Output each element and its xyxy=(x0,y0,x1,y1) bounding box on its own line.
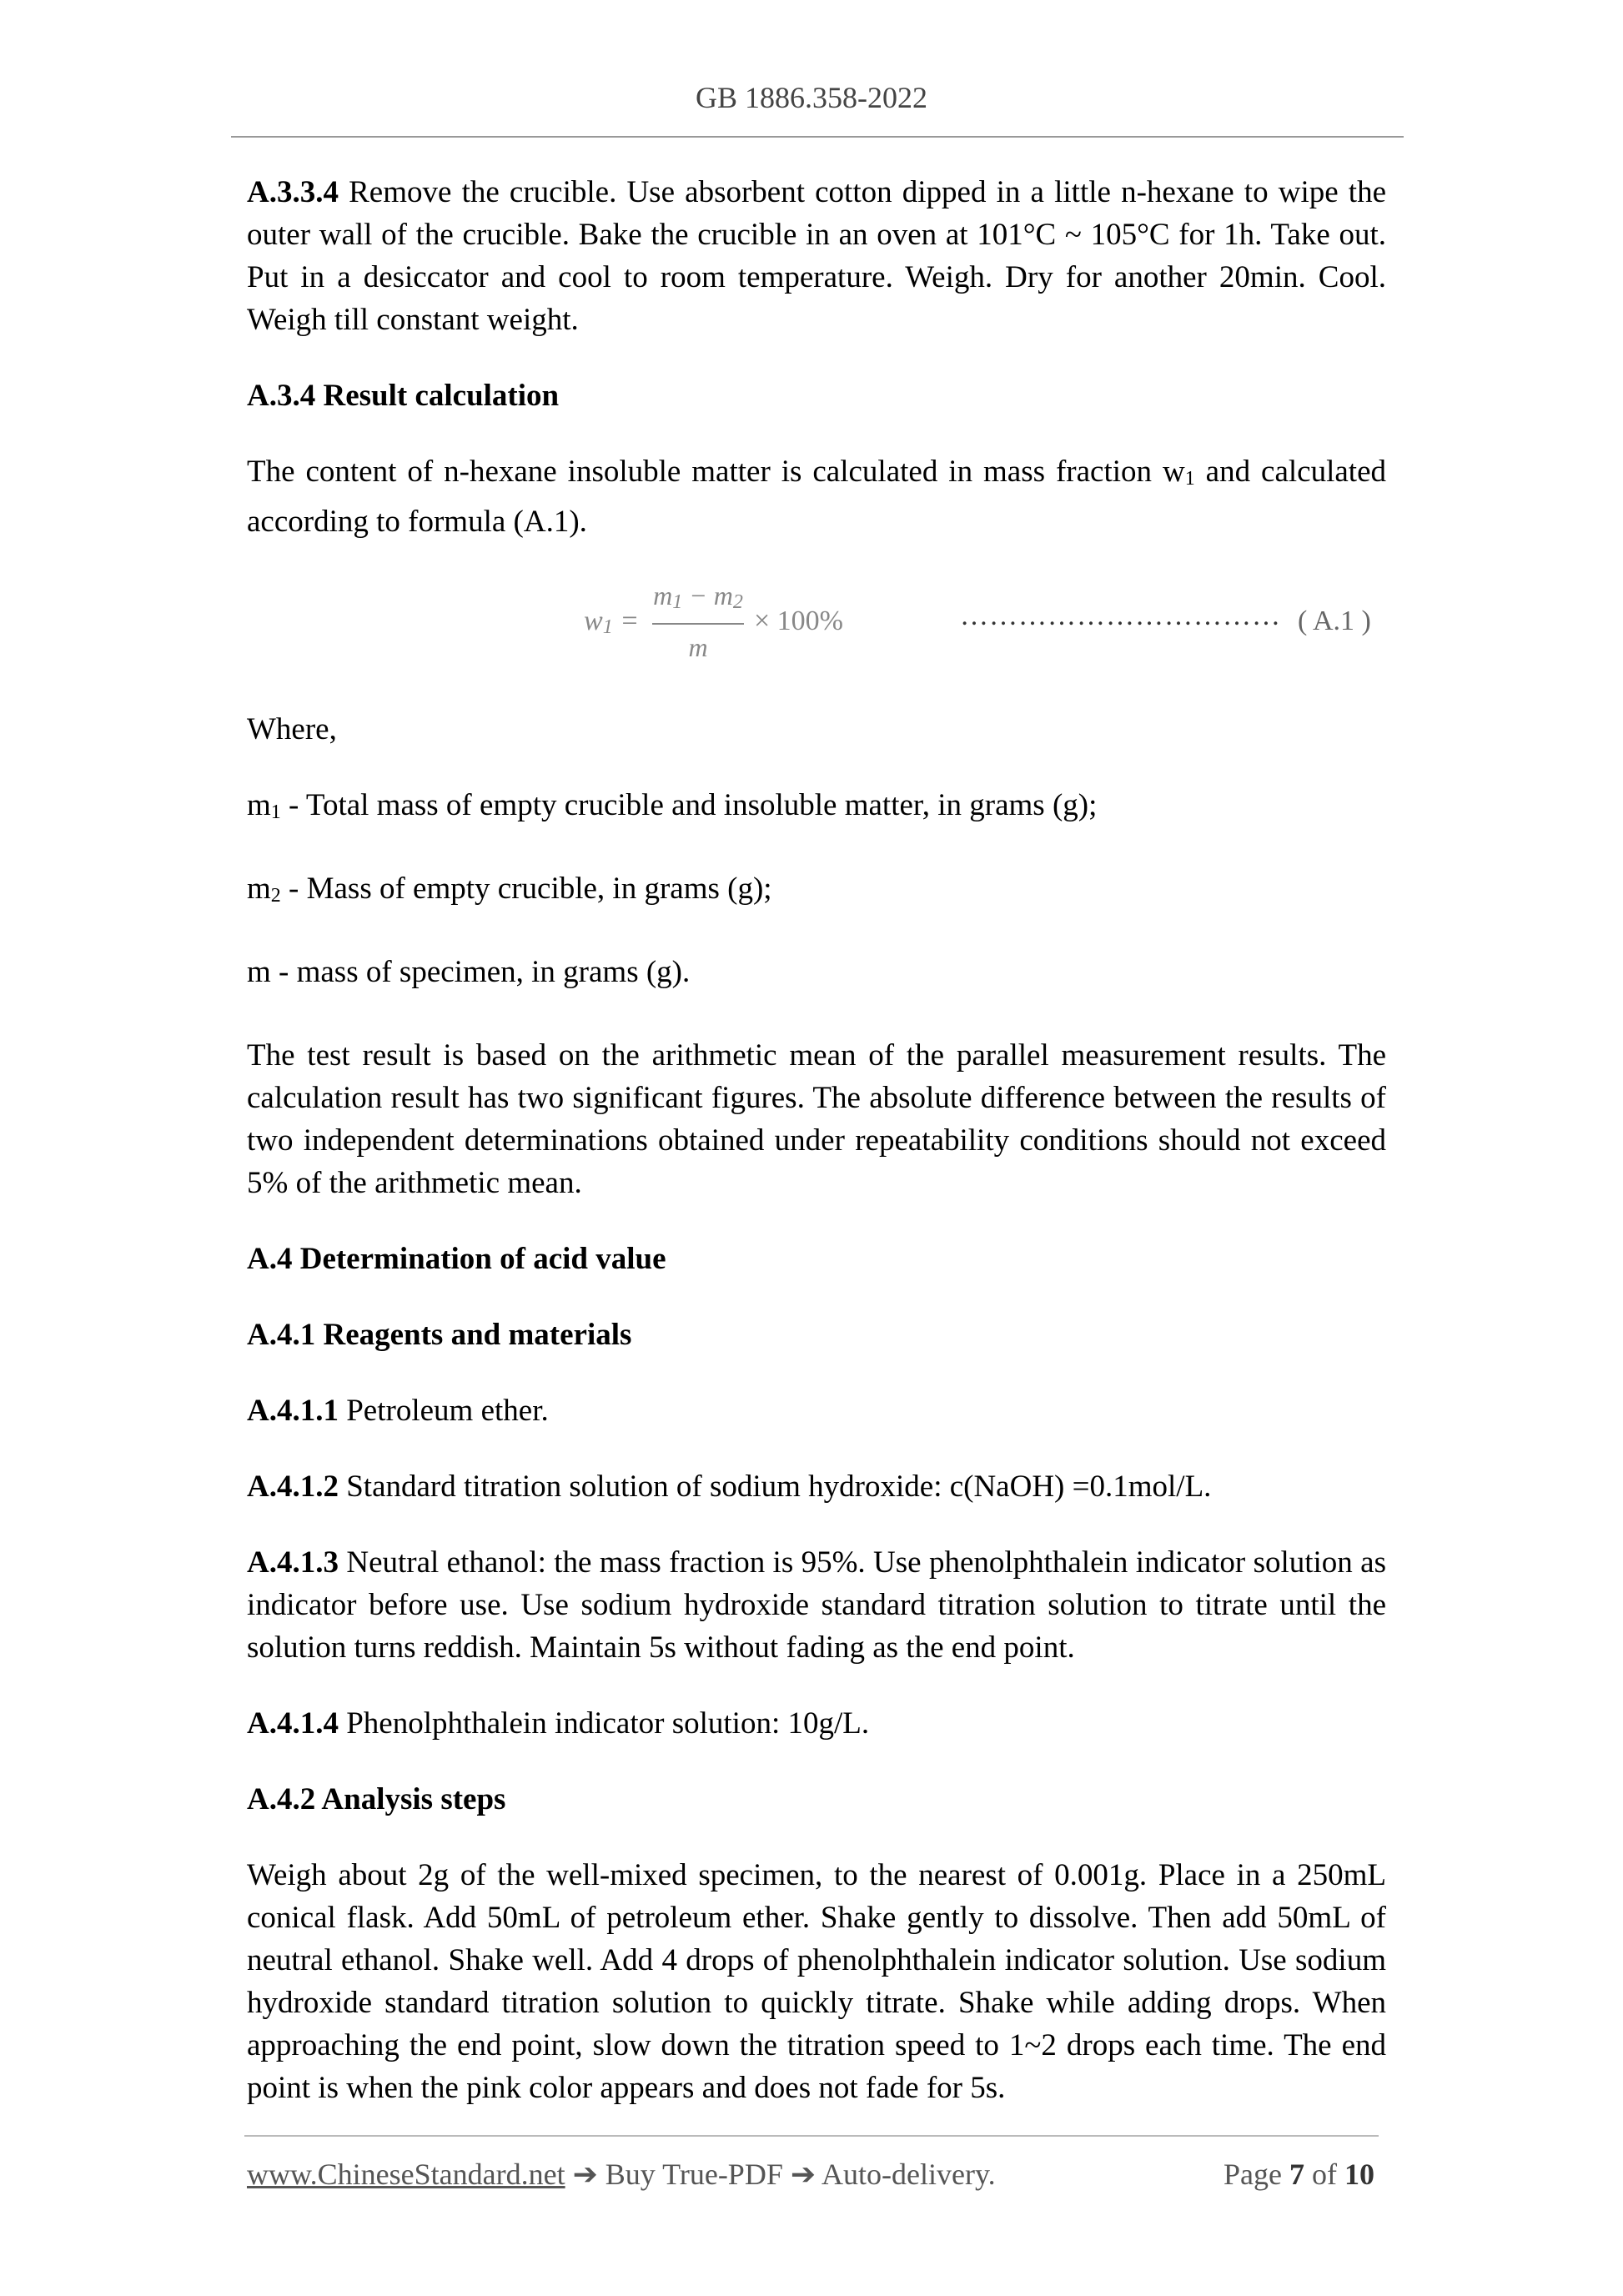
clause-a3-3-4 xyxy=(247,171,1386,341)
clause-a4-1-2: A.4.1.2 Standard titration solution of sodium hydroxide: c(NaOH) =0.1mol/L. xyxy=(247,1470,1212,1504)
variable-m: m - mass of specimen, in grams (g). xyxy=(247,955,691,989)
footer-divider xyxy=(244,2135,1379,2137)
total-pages-number: 10 xyxy=(1344,2158,1374,2191)
heading-a4-2: A.4.2 Analysis steps xyxy=(247,1782,506,1816)
heading-a3-4: A.3.4 Result calculation xyxy=(247,379,560,413)
auto-delivery-text: Auto-delivery. xyxy=(822,2158,996,2191)
analysis-steps-paragraph: Weigh about 2g of the well-mixed specimen, to the nearest of 0.001g. Place in a 250mL conical flask. Add 50mL of petroleum ether. Shake gently to dissolve. Then add 50mL of neutral ethanol. Shake well. Add 4 drops of phenolphthalein indicator solution. Use sodium hydroxide standard titration solution to quickly titrate. Shake while adding drops. When approaching the end point, slow down the titration speed to 1~2 drops each time. The end point is when the pink color appears and does not fade for 5s. xyxy=(247,1858,1386,2105)
heading-a4-1: A.4.1 Reagents and materials xyxy=(247,1318,632,1352)
formula-denominator: m xyxy=(688,632,708,662)
arrow-right-icon: ➔ xyxy=(782,2158,822,2191)
website-link[interactable]: www.ChineseStandard.net xyxy=(247,2158,565,2191)
where-label: Where, xyxy=(247,712,337,746)
clause-label: A.3.3.4 xyxy=(247,175,339,209)
clause-a4-1-4: A.4.1.4 Phenolphthalein indicator solution: 10g/L. xyxy=(247,1706,870,1741)
standard-number-header: GB 1886.358-2022 xyxy=(696,81,927,114)
formula-multiplier: × 100% xyxy=(754,605,843,636)
formula-leader-dots: …………………………… xyxy=(960,600,1281,631)
variable-m1: m1 - Total mass of empty crucible and insoluble matter, in grams (g); xyxy=(247,788,1098,823)
header-divider xyxy=(231,136,1404,138)
page-footer xyxy=(247,2157,1381,2192)
result-paragraph: The test result is based on the arithmetic mean of the parallel measurement results. The calculation result has two significant figures. The absolute difference between the results of two independent determinations obtained under repeatability conditions should not exceed 5% of the arithmetic mean. xyxy=(247,1038,1386,1200)
arrow-right-icon: ➔ xyxy=(565,2158,605,2191)
variable-m2: m2 - Mass of empty crucible, in grams (g); xyxy=(247,872,772,907)
current-page-number: 7 xyxy=(1289,2158,1304,2191)
formula-a1 xyxy=(247,576,1386,668)
formula-numerator: m1 − m2 xyxy=(653,580,743,613)
heading-a4: A.4 Determination of acid value xyxy=(247,1242,666,1276)
clause-a4-1-1: A.4.1.1 Petroleum ether. xyxy=(247,1394,549,1428)
formula-lhs: w1 = xyxy=(584,605,640,638)
formula-number: ( A.1 ) xyxy=(1298,605,1371,636)
fraction-bar xyxy=(652,623,744,625)
formula-intro: The content of n-hexane insoluble matter is calculated in mass fraction w1 and calculated according to formula (A.1). xyxy=(247,455,1387,539)
buy-pdf-text: Buy True-PDF xyxy=(605,2158,783,2191)
clause-text: Remove the crucible. Use absorbent cotton dipped in a little n-hexane to wipe the outer wall of the crucible. Bake the crucible in an oven at 101°C ~ 105°C for 1h. Take out. Put in a desiccator and cool to room temperature. Weigh. Dry for another 20min. Cool. Weigh till constant weight. xyxy=(247,175,1386,337)
page-indicator: Page 7 of 10 xyxy=(1224,2158,1374,2191)
document-body xyxy=(247,171,1386,2143)
clause-a4-1-3: A.4.1.3 Neutral ethanol: the mass fraction is 95%. Use phenolphthalein indicator solution as indicator before use. Use sodium hydroxide standard titration solution to titrate until the solution turns reddish. Maintain 5s without fading as the end point. xyxy=(247,1545,1386,1665)
formula-fraction xyxy=(652,576,744,666)
